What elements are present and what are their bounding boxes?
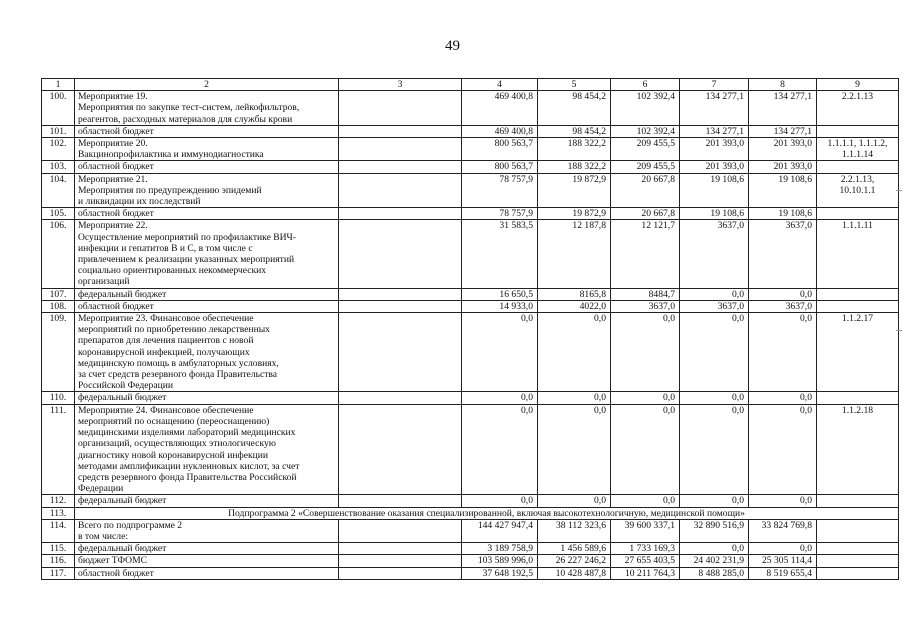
row-name: Мероприятие 21. Мероприятия по предупреждению эпидемий и ликвидации их последствий <box>75 173 339 208</box>
value-cell: 103 589 996,0 <box>462 555 538 567</box>
value-cell: 188 322,2 <box>538 138 611 161</box>
row-name: областной бюджет <box>75 300 339 312</box>
row-number: 103. <box>42 161 75 173</box>
value-cell: 469 400,8 <box>462 125 538 137</box>
value-cell: 8 488 285,0 <box>680 567 749 579</box>
indicator-code <box>817 300 899 312</box>
value-cell: 24 402 231,9 <box>680 555 749 567</box>
header-row <box>42 79 899 91</box>
value-cell: 201 393,0 <box>749 138 817 161</box>
value-cell: 0,0 <box>462 392 538 404</box>
value-cell: 188 322,2 <box>538 161 611 173</box>
value-cell: 0,0 <box>611 313 680 392</box>
row-number: 116. <box>42 555 75 567</box>
value-cell: 98 454,2 <box>538 91 611 126</box>
header-cell: 9 <box>817 79 899 91</box>
header-cell: 7 <box>680 79 749 91</box>
value-cell: 102 392,4 <box>611 91 680 126</box>
value-cell: 0,0 <box>538 404 611 495</box>
value-cell: 25 305 114,4 <box>749 555 817 567</box>
value-cell: 26 227 246,2 <box>538 555 611 567</box>
indicator-code: 1.1.2.18 <box>817 404 899 495</box>
value-cell: 209 455,5 <box>611 138 680 161</box>
value-cell: 10 211 764,3 <box>611 567 680 579</box>
indicator-code <box>817 161 899 173</box>
value-cell: 19 872,9 <box>538 173 611 208</box>
indicator-code <box>817 519 899 542</box>
value-cell: 0,0 <box>749 288 817 300</box>
indicator-code: 2.2.1.13 <box>817 91 899 126</box>
indicator-code <box>817 208 899 220</box>
row-name: областной бюджет <box>75 161 339 173</box>
column-3-cell <box>339 392 462 404</box>
column-3-cell <box>339 519 462 542</box>
value-cell: 201 393,0 <box>749 161 817 173</box>
value-cell: 27 655 403,5 <box>611 555 680 567</box>
row-number: 111. <box>42 404 75 495</box>
row-number: 112. <box>42 495 75 507</box>
value-cell: 0,0 <box>749 392 817 404</box>
margin-mark <box>896 330 902 331</box>
table-row <box>42 404 899 495</box>
margin-mark <box>896 190 902 191</box>
table-row <box>42 173 899 208</box>
value-cell: 3 189 758,9 <box>462 543 538 555</box>
row-number: 101. <box>42 125 75 137</box>
value-cell: 0,0 <box>462 404 538 495</box>
column-3-cell <box>339 543 462 555</box>
value-cell: 209 455,5 <box>611 161 680 173</box>
column-3-cell <box>339 555 462 567</box>
table-row <box>42 519 899 542</box>
value-cell: 1 733 169,3 <box>611 543 680 555</box>
value-cell: 3637,0 <box>680 300 749 312</box>
value-cell: 144 427 947,4 <box>462 519 538 542</box>
value-cell: 3637,0 <box>611 300 680 312</box>
column-3-cell <box>339 567 462 579</box>
section-row <box>42 507 899 519</box>
table-row <box>42 138 899 161</box>
row-number: 108. <box>42 300 75 312</box>
value-cell: 201 393,0 <box>680 138 749 161</box>
table-row <box>42 161 899 173</box>
value-cell: 3637,0 <box>749 220 817 288</box>
value-cell: 39 600 337,1 <box>611 519 680 542</box>
row-name: федеральный бюджет <box>75 288 339 300</box>
row-number: 107. <box>42 288 75 300</box>
table-row <box>42 220 899 288</box>
value-cell: 469 400,8 <box>462 91 538 126</box>
table-row <box>42 208 899 220</box>
value-cell: 78 757,9 <box>462 208 538 220</box>
column-3-cell <box>339 161 462 173</box>
row-name: Мероприятие 22. Осуществление мероприятий по профилактике ВИЧ- инфекции и гепатитов В и С, в том числе с привлечением к реализации указанных мероприятий социально ориентированных некоммерческих организаций <box>75 220 339 288</box>
value-cell: 3637,0 <box>680 220 749 288</box>
column-3-cell <box>339 138 462 161</box>
value-cell: 201 393,0 <box>680 161 749 173</box>
row-number: 115. <box>42 543 75 555</box>
indicator-code <box>817 495 899 507</box>
row-number: 100. <box>42 91 75 126</box>
table-body <box>42 79 899 580</box>
value-cell: 32 890 516,9 <box>680 519 749 542</box>
value-cell: 134 277,1 <box>680 125 749 137</box>
value-cell: 134 277,1 <box>749 91 817 126</box>
value-cell: 800 563,7 <box>462 138 538 161</box>
indicator-code <box>817 288 899 300</box>
value-cell: 37 648 192,5 <box>462 567 538 579</box>
value-cell: 0,0 <box>462 495 538 507</box>
value-cell: 134 277,1 <box>749 125 817 137</box>
value-cell: 0,0 <box>680 392 749 404</box>
row-name: областной бюджет <box>75 208 339 220</box>
row-number: 105. <box>42 208 75 220</box>
value-cell: 8165,8 <box>538 288 611 300</box>
row-number: 104. <box>42 173 75 208</box>
header-cell: 5 <box>538 79 611 91</box>
row-name: федеральный бюджет <box>75 495 339 507</box>
column-3-cell <box>339 300 462 312</box>
value-cell: 10 428 487,8 <box>538 567 611 579</box>
value-cell: 19 108,6 <box>749 208 817 220</box>
value-cell: 0,0 <box>538 495 611 507</box>
value-cell: 134 277,1 <box>680 91 749 126</box>
table-row <box>42 543 899 555</box>
value-cell: 8 519 655,4 <box>749 567 817 579</box>
value-cell: 0,0 <box>538 313 611 392</box>
header-cell: 8 <box>749 79 817 91</box>
value-cell: 98 454,2 <box>538 125 611 137</box>
row-name: Мероприятие 23. Финансовое обеспечение мероприятий по приобретению лекарственных препаратов для лечения пациентов с новой коронавирусной инфекцией, получающих медицинскую помощь в амбулаторных условиях, за счет средств резервного фонда Правительства Российской Федерации <box>75 313 339 392</box>
indicator-code: 2.2.1.13, 10.10.1.1 <box>817 173 899 208</box>
row-name: областной бюджет <box>75 567 339 579</box>
header-cell: 3 <box>339 79 462 91</box>
value-cell: 12 121,7 <box>611 220 680 288</box>
value-cell: 12 187,8 <box>538 220 611 288</box>
value-cell: 102 392,4 <box>611 125 680 137</box>
indicator-code <box>817 392 899 404</box>
budget-table <box>41 78 899 580</box>
column-3-cell <box>339 495 462 507</box>
value-cell: 800 563,7 <box>462 161 538 173</box>
column-3-cell <box>339 91 462 126</box>
value-cell: 4022,0 <box>538 300 611 312</box>
table-row <box>42 392 899 404</box>
page-number: 49 <box>445 38 460 54</box>
value-cell: 20 667,8 <box>611 208 680 220</box>
value-cell: 78 757,9 <box>462 173 538 208</box>
column-3-cell <box>339 313 462 392</box>
indicator-code <box>817 567 899 579</box>
value-cell: 20 667,8 <box>611 173 680 208</box>
row-name: Мероприятие 19. Мероприятия по закупке тест-систем, лейкофильтров, реагентов, расходных материалов для службы крови <box>75 91 339 126</box>
value-cell: 31 583,5 <box>462 220 538 288</box>
value-cell: 0,0 <box>680 543 749 555</box>
table-row <box>42 313 899 392</box>
value-cell: 0,0 <box>611 392 680 404</box>
value-cell: 0,0 <box>680 313 749 392</box>
header-cell: 4 <box>462 79 538 91</box>
table-row <box>42 555 899 567</box>
table-row <box>42 125 899 137</box>
header-cell: 2 <box>75 79 339 91</box>
indicator-code <box>817 543 899 555</box>
value-cell: 3637,0 <box>749 300 817 312</box>
table-row <box>42 91 899 126</box>
row-number: 113. <box>42 507 75 519</box>
value-cell: 1 456 589,6 <box>538 543 611 555</box>
value-cell: 0,0 <box>749 495 817 507</box>
value-cell: 19 108,6 <box>680 173 749 208</box>
section-title: Подпрограмма 2 «Совершенствование оказания специализированной, включая высокотехнологичную, медицинской помощи» <box>75 507 899 519</box>
indicator-code: 1.1.2.17 <box>817 313 899 392</box>
value-cell: 0,0 <box>538 392 611 404</box>
column-3-cell <box>339 404 462 495</box>
column-3-cell <box>339 173 462 208</box>
header-cell: 1 <box>42 79 75 91</box>
row-name: федеральный бюджет <box>75 543 339 555</box>
value-cell: 16 650,5 <box>462 288 538 300</box>
column-3-cell <box>339 208 462 220</box>
value-cell: 14 933,0 <box>462 300 538 312</box>
table-row <box>42 300 899 312</box>
column-3-cell <box>339 288 462 300</box>
value-cell: 0,0 <box>749 543 817 555</box>
indicator-code <box>817 555 899 567</box>
row-number: 117. <box>42 567 75 579</box>
value-cell: 0,0 <box>462 313 538 392</box>
value-cell: 8484,7 <box>611 288 680 300</box>
table-row <box>42 567 899 579</box>
value-cell: 0,0 <box>611 404 680 495</box>
row-number: 106. <box>42 220 75 288</box>
table-row <box>42 495 899 507</box>
row-number: 110. <box>42 392 75 404</box>
row-name: Всего по подпрограмме 2 в том числе: <box>75 519 339 542</box>
value-cell: 19 872,9 <box>538 208 611 220</box>
value-cell: 0,0 <box>611 495 680 507</box>
value-cell: 0,0 <box>680 288 749 300</box>
row-number: 114. <box>42 519 75 542</box>
row-name: бюджет ТФОМС <box>75 555 339 567</box>
value-cell: 33 824 769,8 <box>749 519 817 542</box>
row-name: Мероприятие 20. Вакцинопрофилактика и иммунодиагностика <box>75 138 339 161</box>
row-name: федеральный бюджет <box>75 392 339 404</box>
value-cell: 38 112 323,6 <box>538 519 611 542</box>
value-cell: 0,0 <box>680 495 749 507</box>
row-name: Мероприятие 24. Финансовое обеспечение мероприятий по оснащению (переоснащению) медицинскими изделиями лабораторий медицинских организаций, осуществляющих этиологическую диагностику новой коронавирусной инфекции методами амплификации нуклеиновых кислот, за счет средств резервного фонда Правительства Российской Федерации <box>75 404 339 495</box>
indicator-code: 1.1.1.1, 1.1.1.2, 1.1.1.14 <box>817 138 899 161</box>
value-cell: 0,0 <box>680 404 749 495</box>
row-number: 109. <box>42 313 75 392</box>
indicator-code: 1.1.1.11 <box>817 220 899 288</box>
row-number: 102. <box>42 138 75 161</box>
value-cell: 19 108,6 <box>680 208 749 220</box>
indicator-code <box>817 125 899 137</box>
column-3-cell <box>339 220 462 288</box>
column-3-cell <box>339 125 462 137</box>
header-cell: 6 <box>611 79 680 91</box>
value-cell: 19 108,6 <box>749 173 817 208</box>
table-row <box>42 288 899 300</box>
value-cell: 0,0 <box>749 313 817 392</box>
row-name: областной бюджет <box>75 125 339 137</box>
value-cell: 0,0 <box>749 404 817 495</box>
